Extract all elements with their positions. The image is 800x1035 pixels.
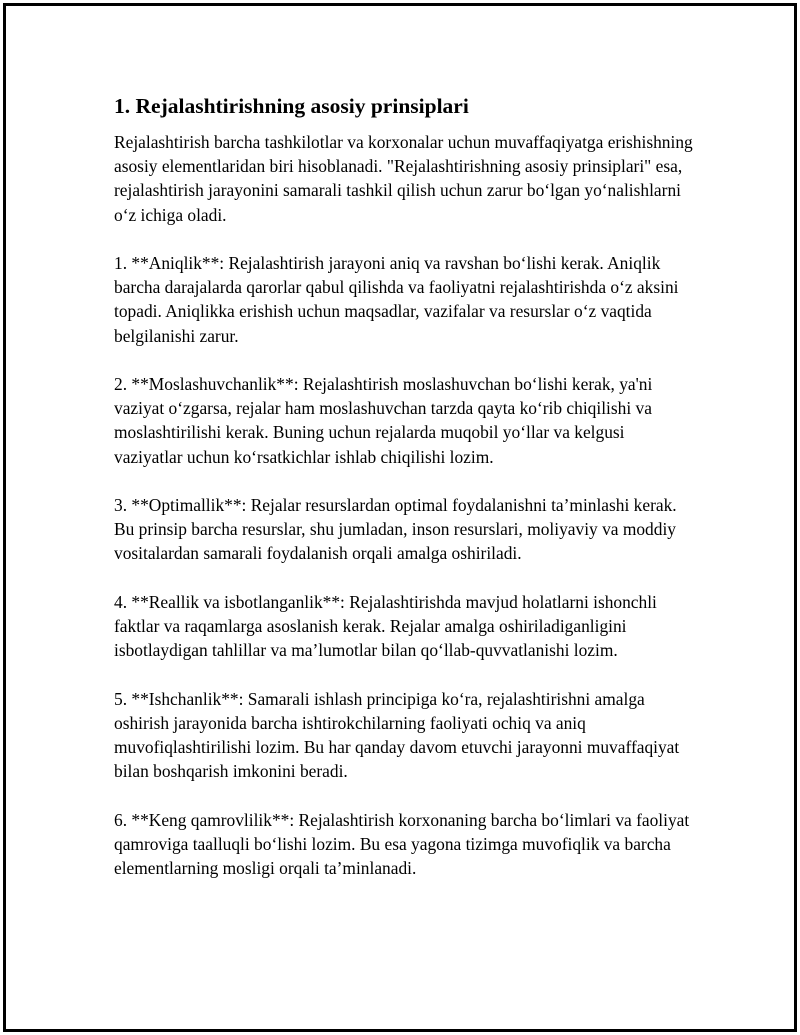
principle-item-reallik: 4. **Reallik va isbotlanganlik**: Rejalashtirishda mavjud holatlarni ishonchli faktlar va raqamlarga asoslanish kerak. Rejalar amalga oshiriladiganligini isbotlaydigan tahlillar va maʼlumotlar bilan qoʻllab-quvvatlanishi lozim. <box>114 591 657 661</box>
document-title: 1. Rejalashtirishning asosiy prinsiplari <box>114 94 469 118</box>
document-body <box>114 92 694 904</box>
intro-paragraph: Rejalashtirish barcha tashkilotlar va korxonalar uchun muvaffaqiyatga erishishning asosiy elementlaridan biri hisoblanadi. "Rejalashtirishning asosiy prinsiplari" esa, rejalashtirish jarayonini samarali tashkil qilish uchun zarur boʻlgan yoʻnalishlarni oʻz ichiga oladi. <box>114 132 693 225</box>
principle-item-aniqlik: 1. **Aniqlik**: Rejalashtirish jarayoni aniq va ravshan boʻlishi kerak. Aniqlik barcha darajalarda qarorlar qabul qilishda va faoliyatni rejalashtirishda oʻz aksini topadi. Aniqlikka erishish uchun maqsadlar, vazifalar va resurslar oʻz vaqtida belgilanishi zarur. <box>114 253 679 346</box>
principle-item-moslashuvchanlik: 2. **Moslashuvchanlik**: Rejalashtirish moslashuvchan boʻlishi kerak, ya'ni vaziyat oʻzgarsa, rejalar ham moslashuvchan tarzda qayta koʻrib chiqilishi va moslashtirilishi kerak. Buning uchun rejalarda muqobil yoʻllar va kelgusi vaziyatlar uchun koʻrsatkichlar ishlab chiqilishi lozim. <box>114 374 653 467</box>
principle-item-optimallik: 3. **Optimallik**: Rejalar resurslardan optimal foydalanishni taʼminlashi kerak. Bu prinsip barcha resurslar, shu jumladan, inson resurslari, moliyaviy va moddiy vositalardan samarali foydalanish orqali amalga oshiriladi. <box>114 495 677 564</box>
principle-item-ishchanlik: 5. **Ishchanlik**: Samarali ishlash principiga koʻra, rejalashtirishni amalga oshirish jarayonida barcha ishtirokchilarning faoliyati ochiq va aniq muvofiqlashtirilishi lozim. Bu har qanday davom etuvchi jarayonni muvaffaqiyat bilan boshqarish imkonini beradi. <box>114 688 680 782</box>
principle-item-keng-qamrovlilik: 6. **Keng qamrovlilik**: Rejalashtirish korxonaning barcha boʻlimlari va faoliyat qamroviga taalluqli boʻlishi lozim. Bu esa yagona tizimga muvofiqlik va barcha elementlarning mosligi orqali taʼminlanadi. <box>114 809 690 878</box>
